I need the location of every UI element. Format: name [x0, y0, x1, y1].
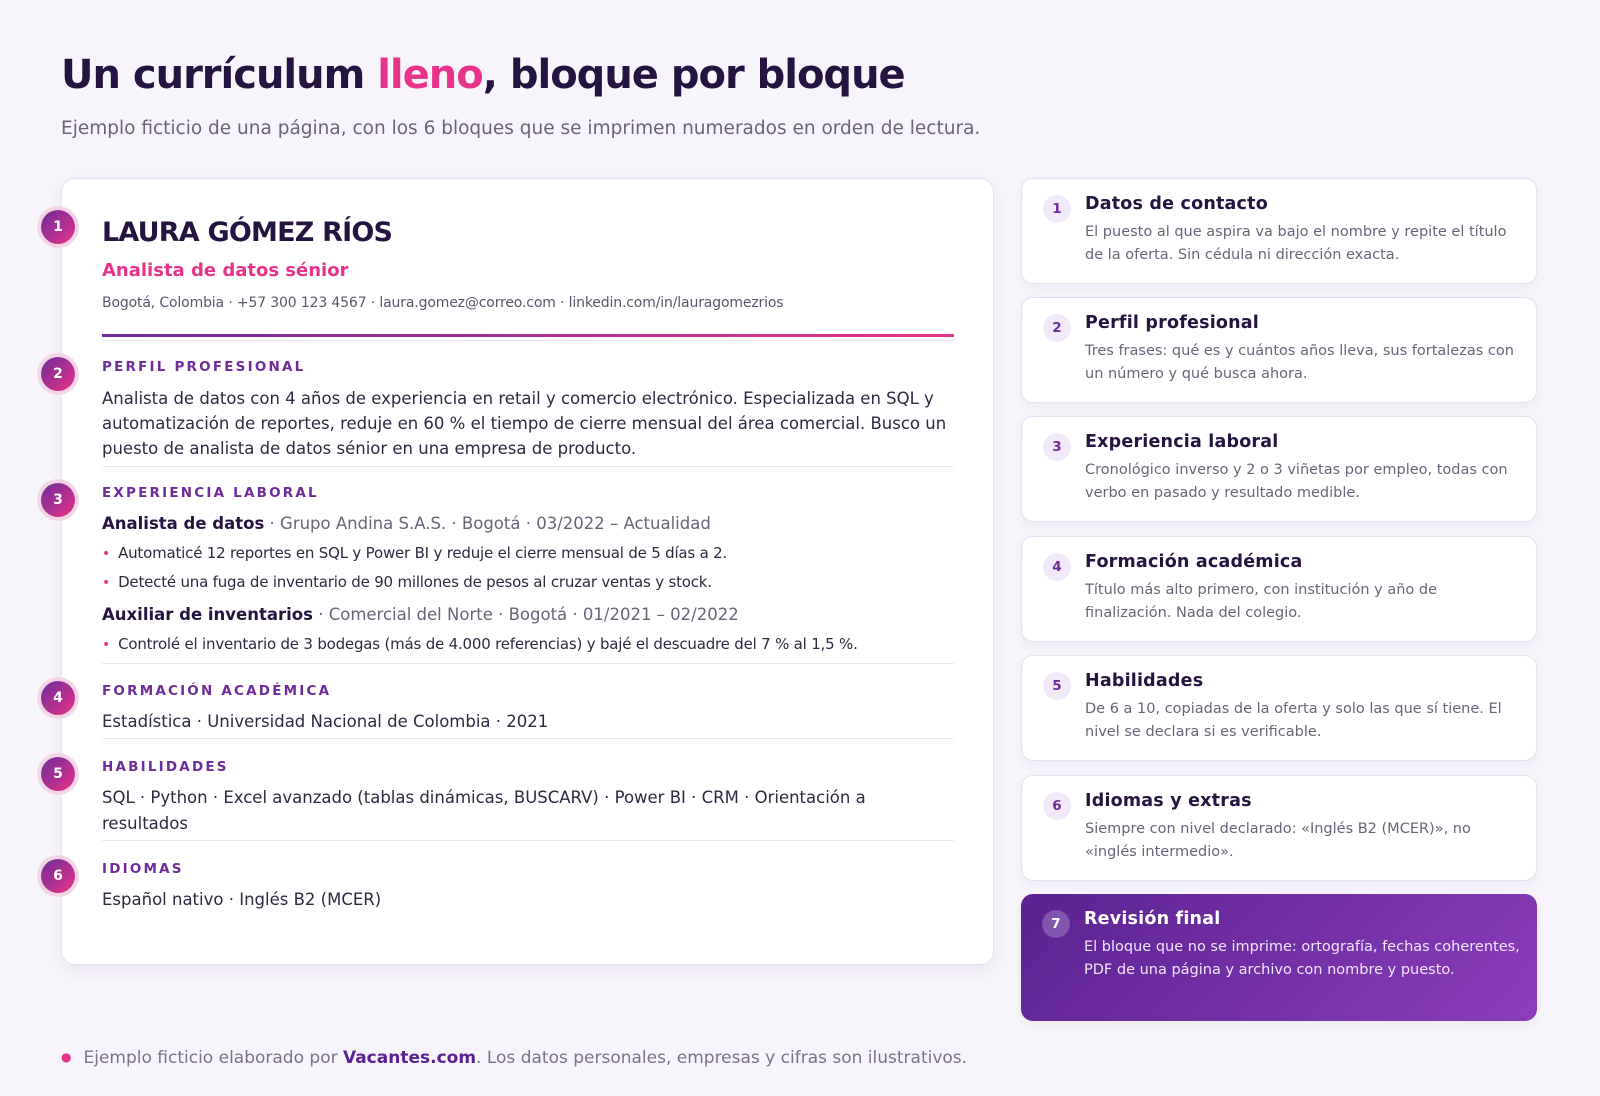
guide-number: 5: [1043, 672, 1071, 700]
section-divider: [102, 663, 954, 664]
job-title: Analista de datos: [102, 514, 265, 533]
guide-title: Idiomas y extras: [1085, 791, 1252, 811]
profile-text: Analista de datos con 4 años de experiencia en retail y comercio electrónico. Especializada en SQL y automatización de reportes, reduje en 60 % el tiempo de cierre mensual del área comercial. Busco un puesto de analista de datos sénior en una empresa de producto.: [102, 389, 947, 458]
skills-heading: HABILIDADES: [102, 759, 229, 775]
title-text-end: , bloque por bloque: [482, 52, 905, 98]
block-marker-1: 1: [41, 210, 75, 244]
job-details: · Grupo Andina S.A.S. · Bogotá · 03/2022 – Actualidad: [264, 514, 711, 533]
bullet-text: Detecté una fuga de inventario de 90 millones de pesos al cruzar ventas y stock.: [118, 573, 712, 591]
title-text-start: Un currículum: [61, 52, 378, 98]
job-entry: [102, 514, 711, 533]
cv-name: LAURA GÓMEZ RÍOS: [102, 217, 393, 248]
cv-contact-line: Bogotá, Colombia · +57 300 123 4567 · laura.gomez@correo.com · linkedin.com/in/lauragomezrios: [102, 295, 784, 311]
experience-heading: EXPERIENCIA LABORAL: [102, 485, 319, 501]
job-bullet: [102, 573, 712, 591]
profile-heading: PERFIL PROFESIONAL: [102, 359, 306, 375]
job-title: Auxiliar de inventarios: [102, 605, 313, 624]
section-divider: [102, 738, 954, 739]
guide-title: Datos de contacto: [1085, 194, 1268, 214]
title-accent-word: lleno: [377, 52, 483, 98]
block-marker-5: 5: [41, 757, 75, 791]
footer-dot-icon: ●: [61, 1050, 72, 1064]
guide-text: Tres frases: qué es y cuántos años lleva, sus fortalezas con un número y qué busca ahora.: [1085, 343, 1514, 382]
guide-card-3: [1021, 416, 1537, 522]
guide-card-2: [1021, 297, 1537, 403]
guide-title: Experiencia laboral: [1085, 432, 1279, 452]
job-details: · Comercial del Norte · Bogotá · 01/2021 – 02/2022: [312, 605, 739, 624]
languages-text: Español nativo · Inglés B2 (MCER): [102, 890, 382, 909]
guide-text: El bloque que no se imprime: ortografía, fechas coherentes, PDF de una página y archivo con nombre y puesto.: [1084, 939, 1520, 978]
bullet-dot-icon: •: [102, 575, 111, 591]
guide-title: Perfil profesional: [1085, 313, 1259, 333]
bullet-dot-icon: •: [102, 637, 111, 653]
guide-title: Revisión final: [1084, 909, 1221, 929]
guide-title: Habilidades: [1085, 671, 1204, 691]
guide-card-4: [1021, 536, 1537, 642]
block-marker-4: 4: [41, 681, 75, 715]
cv-document: [53, 178, 994, 965]
bullet-text: Automaticé 12 reportes en SQL y Power BI y reduje el cierre mensual de 5 días a 2.: [118, 544, 728, 562]
guide-number: 6: [1043, 792, 1071, 820]
footer-note: [61, 1048, 967, 1068]
guide-card-5: [1021, 655, 1537, 761]
section-divider: [102, 340, 954, 341]
skills-text: SQL · Python · Excel avanzado (tablas dinámicas, BUSCARV) · Power BI · CRM · Orientación a resultados: [102, 788, 866, 833]
footer-text-end: . Los datos personales, empresas y cifras son ilustrativos.: [476, 1048, 968, 1068]
page-title: [61, 52, 905, 98]
page-subtitle: Ejemplo ficticio de una página, con los 6 bloques que se imprimen numerados en orden de lectura.: [61, 118, 981, 139]
guide-title: Formación académica: [1085, 552, 1303, 572]
job-bullet: [102, 544, 727, 562]
guide-text: Siempre con nivel declarado: «Inglés B2 (MCER)», no «inglés intermedio».: [1085, 821, 1471, 860]
guide-text: De 6 a 10, copiadas de la oferta y solo las que sí tiene. El nivel se declara si es verificable.: [1085, 701, 1502, 740]
guide-card-1: [1021, 178, 1537, 284]
guide-text: Título más alto primero, con institución y año de finalización. Nada del colegio.: [1085, 582, 1438, 621]
footer-brand: Vacantes.com: [342, 1048, 477, 1068]
job-bullet: [102, 635, 858, 653]
cv-role: Analista de datos sénior: [102, 260, 349, 281]
guide-number: 3: [1043, 433, 1071, 461]
guide-card-6: [1021, 775, 1537, 881]
guide-number: 1: [1043, 195, 1071, 223]
guide-number: 7: [1042, 910, 1070, 938]
education-heading: FORMACIÓN ACADÉMICA: [102, 683, 332, 699]
languages-heading: IDIOMAS: [102, 861, 184, 877]
block-marker-2: 2: [41, 357, 75, 391]
section-divider: [102, 840, 954, 841]
job-entry: [102, 605, 739, 624]
section-divider: [102, 466, 954, 467]
guide-number: 4: [1043, 553, 1071, 581]
guide-text: El puesto al que aspira va bajo el nombre y repite el título de la oferta. Sin cédula ni dirección exacta.: [1085, 224, 1507, 263]
footer-text: Ejemplo ficticio elaborado por: [83, 1048, 343, 1068]
guide-number: 2: [1043, 314, 1071, 342]
bullet-dot-icon: •: [102, 546, 111, 562]
block-marker-3: 3: [41, 483, 75, 517]
header-rule: [102, 334, 954, 337]
guide-text: Cronológico inverso y 2 o 3 viñetas por empleo, todas con verbo en pasado y resultado medible.: [1085, 462, 1508, 501]
block-marker-6: 6: [41, 859, 75, 893]
bullet-text: Controlé el inventario de 3 bodegas (más de 4.000 referencias) y bajé el descuadre del 7 % al 1,5 %.: [118, 635, 858, 653]
education-text: Estadística · Universidad Nacional de Colombia · 2021: [102, 712, 549, 731]
guide-card-7-final-review: [1021, 894, 1537, 1021]
